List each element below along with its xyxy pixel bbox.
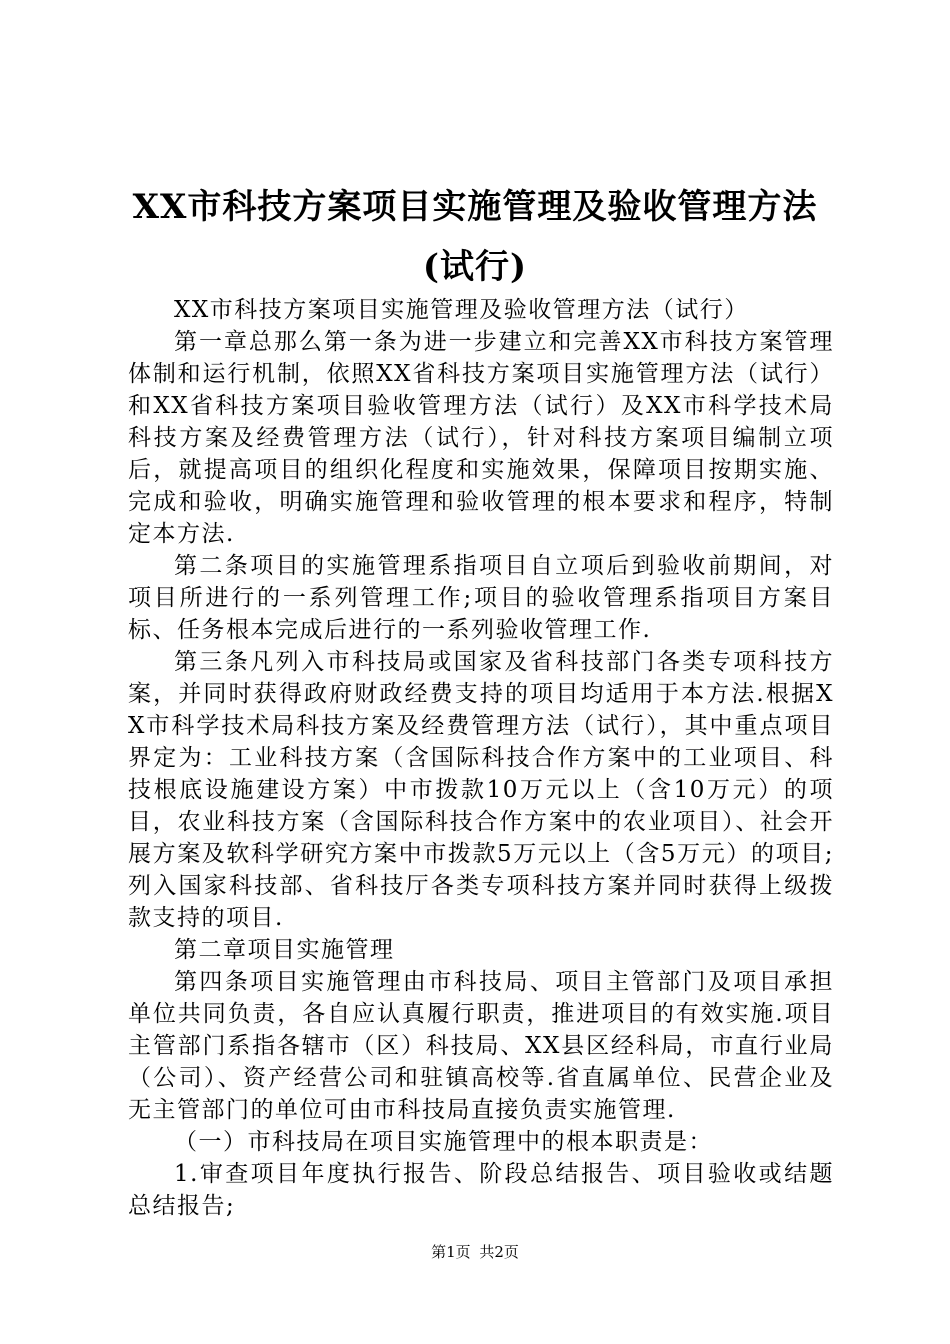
document-title: XX市科技方案项目实施管理及验收管理方法	[132, 187, 818, 227]
subtitle-paragraph: XX市科技方案项目实施管理及验收管理方法（试行）	[174, 297, 749, 323]
paragraph-article-3: 第三条凡列入市科技局或国家及省科技部门各类专项科技方案，并同时获得政府财政经费支持的项目均适用于本方法.根据XX市科学技术局科技方案及经费管理方法（试行），其中重点项目界定为：工业科技方案（含国际科技合作方案中的工业项目、科技根底设施建设方案）中市拨款10万元以上（含10万元）的项目，农业科技方案（含国际科技合作方案中的农业项目）、社会开展方案及软科学研究方案中市拨款5万元以上（含5万元）的项目;列入国家科技部、省科技厅各类专项科技方案并同时获得上级拨款支持的项目.	[128, 649, 834, 931]
document-body	[128, 294, 834, 1222]
section-heading: （一）市科技局在项目实施管理中的根本职责是：	[174, 1129, 713, 1155]
list-item: 1.审查项目年度执行报告、阶段总结报告、项目验收或结题总结报告;	[128, 1161, 834, 1219]
paragraph-article-4: 第四条项目实施管理由市科技局、项目主管部门及项目承担单位共同负责，各自应认真履行职责，推进项目的有效实施.项目主管部门系指各辖市（区）科技局、XX县区经科局，市直行业局（公司）、资产经营公司和驻镇高校等.省直属单位、民营企业及无主管部门的单位可由市科技局直接负责实施管理.	[128, 969, 834, 1123]
paragraph-article-2: 第二条项目的实施管理系指项目自立项后到验收前期间，对项目所进行的一系列管理工作;项目的验收管理系指项目方案目标、任务根本完成后进行的一系列验收管理工作.	[128, 553, 834, 643]
page-total: 共2页	[479, 1243, 519, 1261]
page-number: 第1页	[431, 1243, 471, 1261]
paragraph-article-1: 第一章总那么第一条为进一步建立和完善XX市科技方案管理体制和运行机制，依照XX省科技方案项目实施管理方法（试行）和XX省科技方案项目验收管理方法（试行）及XX市科学技术局科技方案及经费管理方法（试行），针对科技方案项目编制立项后，就提高项目的组织化程度和实施效果，保障项目按期实施、完成和验收，明确实施管理和验收管理的根本要求和程序，特制定本方法.	[128, 329, 834, 547]
document-title-suffix: (试行)	[422, 247, 528, 287]
chapter-heading: 第二章项目实施管理	[174, 937, 395, 963]
page-footer	[0, 1242, 950, 1262]
